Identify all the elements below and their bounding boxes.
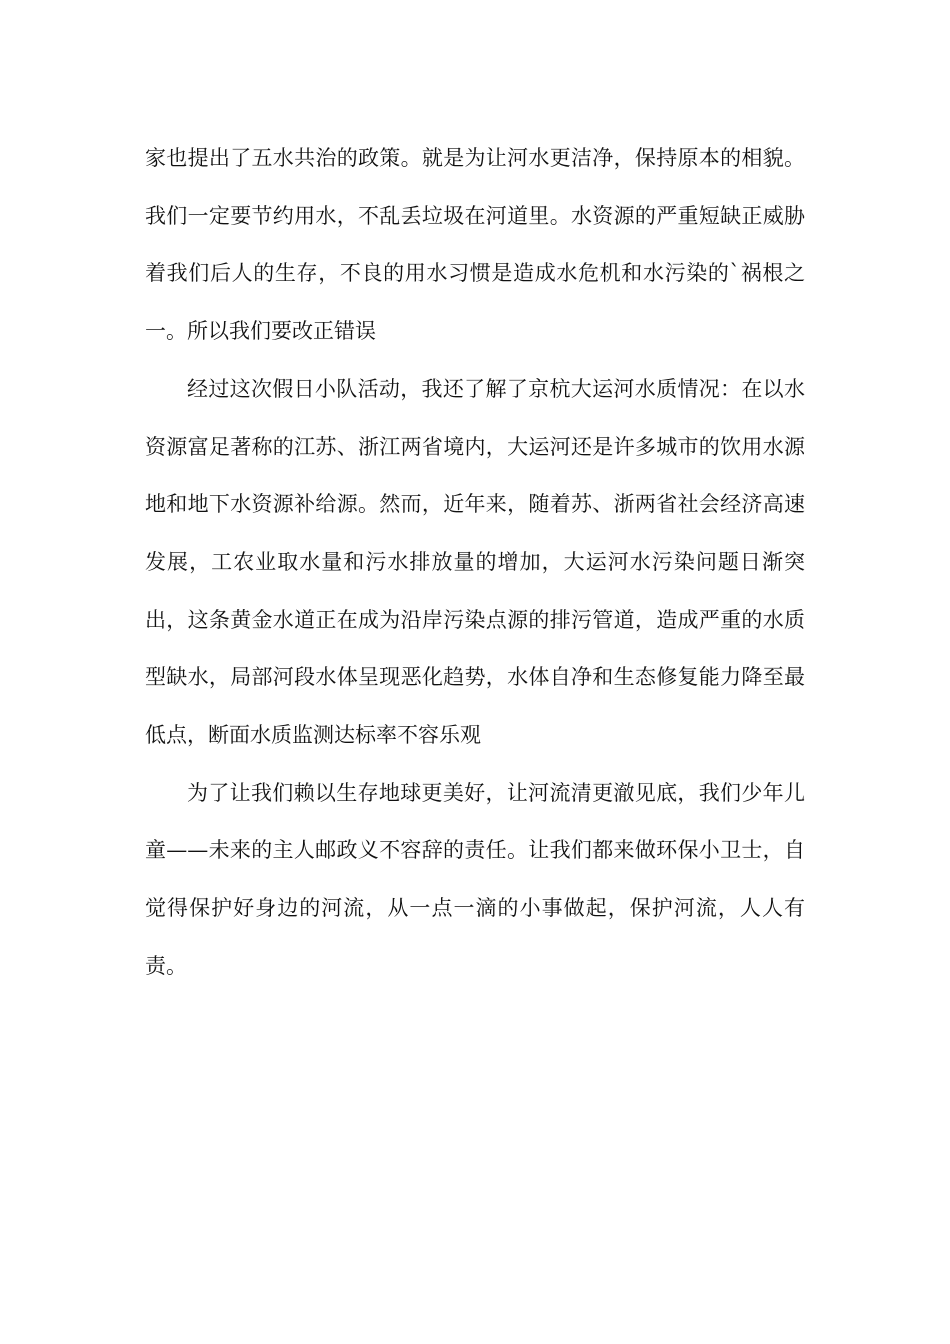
document-body: [145, 130, 805, 996]
paragraph-3: 为了让我们赖以生存地球更美好，让河流清更澈见底，我们少年儿童——未来的主人邮政义不容辞的责任。让我们都来做环保小卫士，自觉得保护好身边的河流，从一点一滴的小事做起，保护河流，人人有责。: [145, 780, 805, 978]
paragraph-1: 家也提出了五水共治的政策。就是为让河水更洁净，保持原本的相貌。我们一定要节约用水，不乱丢垃圾在河道里。水资源的严重短缺正威胁着我们后人的生存，不良的用水习惯是造成水危机和水污染的`祸根之一。所以我们要改正错误: [145, 146, 805, 344]
paragraph-2: 经过这次假日小队活动，我还了解了京杭大运河水质情况：在以水资源富足著称的江苏、浙江两省境内，大运河还是许多城市的饮用水源地和地下水资源补给源。然而，近年来，随着苏、浙两省社会经济高速发展，工农业取水量和污水排放量的增加，大运河水污染问题日渐突出，这条黄金水道正在成为沿岸污染点源的排污管道，造成严重的水质型缺水，局部河段水体呈现恶化趋势，水体自净和生态修复能力降至最低点，断面水质监测达标率不容乐观: [145, 376, 805, 748]
